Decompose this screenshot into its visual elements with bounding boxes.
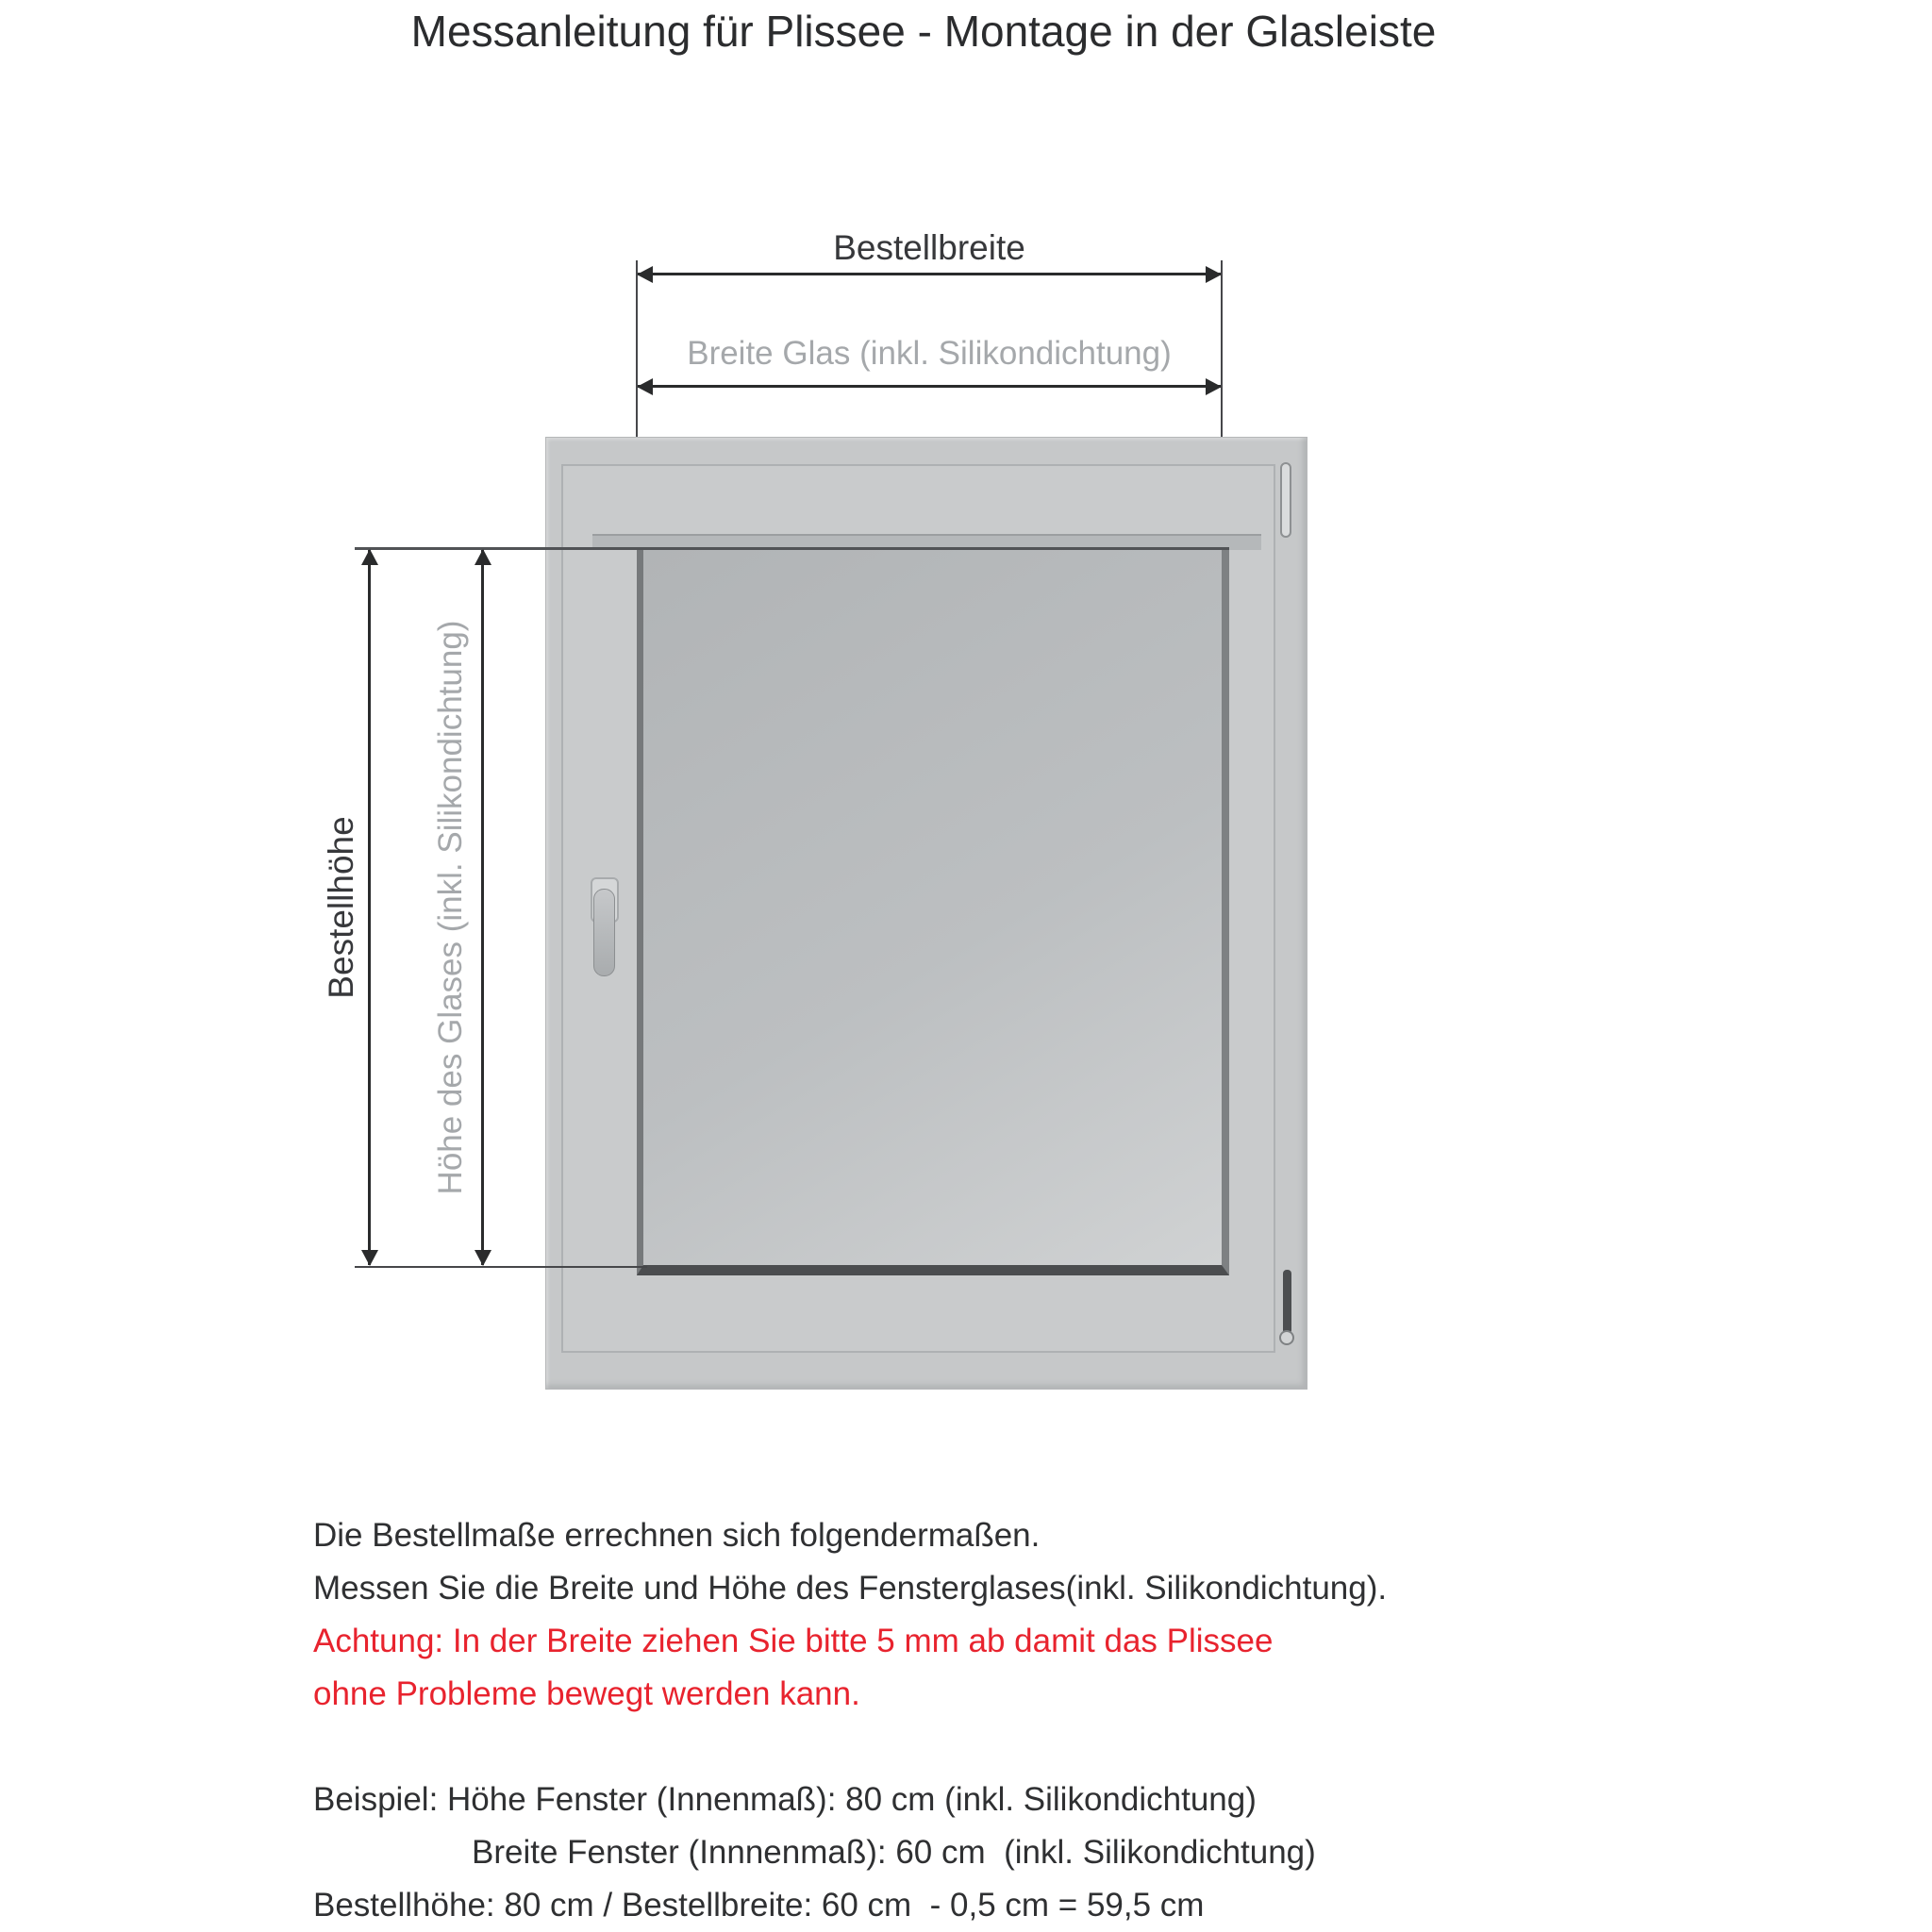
- hinge-bottom-pin-icon: [1279, 1330, 1294, 1345]
- example-line-3: Bestellhöhe: 80 cm / Bestellbreite: 60 cm - 0,5 cm = 59,5 cm: [313, 1887, 1205, 1924]
- warning-line-2: ohne Probleme bewegt werden kann.: [313, 1675, 860, 1712]
- window-glass: [637, 550, 1229, 1275]
- order-width-label: Bestellbreite: [833, 228, 1025, 267]
- glass-bottom-edge-line-icon: [355, 1266, 647, 1268]
- window-handle: [593, 889, 615, 976]
- glass-width-label: Breite Glas (inkl. Silikondichtung): [687, 335, 1172, 372]
- instruction-line-2: Messen Sie die Breite und Höhe des Fensterglases(inkl. Silikondichtung).: [313, 1570, 1388, 1607]
- glass-width-arrow-icon: [638, 385, 1221, 388]
- hinge-bottom-icon: [1283, 1270, 1291, 1334]
- order-height-label: Bestellhöhe: [322, 816, 360, 999]
- glass-height-arrow-icon: [481, 550, 484, 1265]
- glass-height-label: Höhe des Glases (inkl. Silikondichtung): [432, 620, 469, 1195]
- order-height-arrow-icon: [368, 550, 371, 1265]
- warning-line-1: Achtung: In der Breite ziehen Sie bitte 5 mm ab damit das Plissee: [313, 1623, 1274, 1659]
- example-line-2: Breite Fenster (Innnenmaß): 60 cm (inkl. Silikondichtung): [472, 1834, 1316, 1871]
- hinge-top-icon: [1280, 462, 1291, 538]
- order-width-arrow-icon: [638, 273, 1221, 275]
- instruction-line-1: Die Bestellmaße errechnen sich folgendermaßen.: [313, 1517, 1041, 1554]
- page-title: Messanleitung für Plissee - Montage in der Glasleiste: [410, 7, 1437, 56]
- example-line-1: Beispiel: Höhe Fenster (Innenmaß): 80 cm (inkl. Silikondichtung): [313, 1781, 1257, 1818]
- page-title-row: [0, 6, 1932, 57]
